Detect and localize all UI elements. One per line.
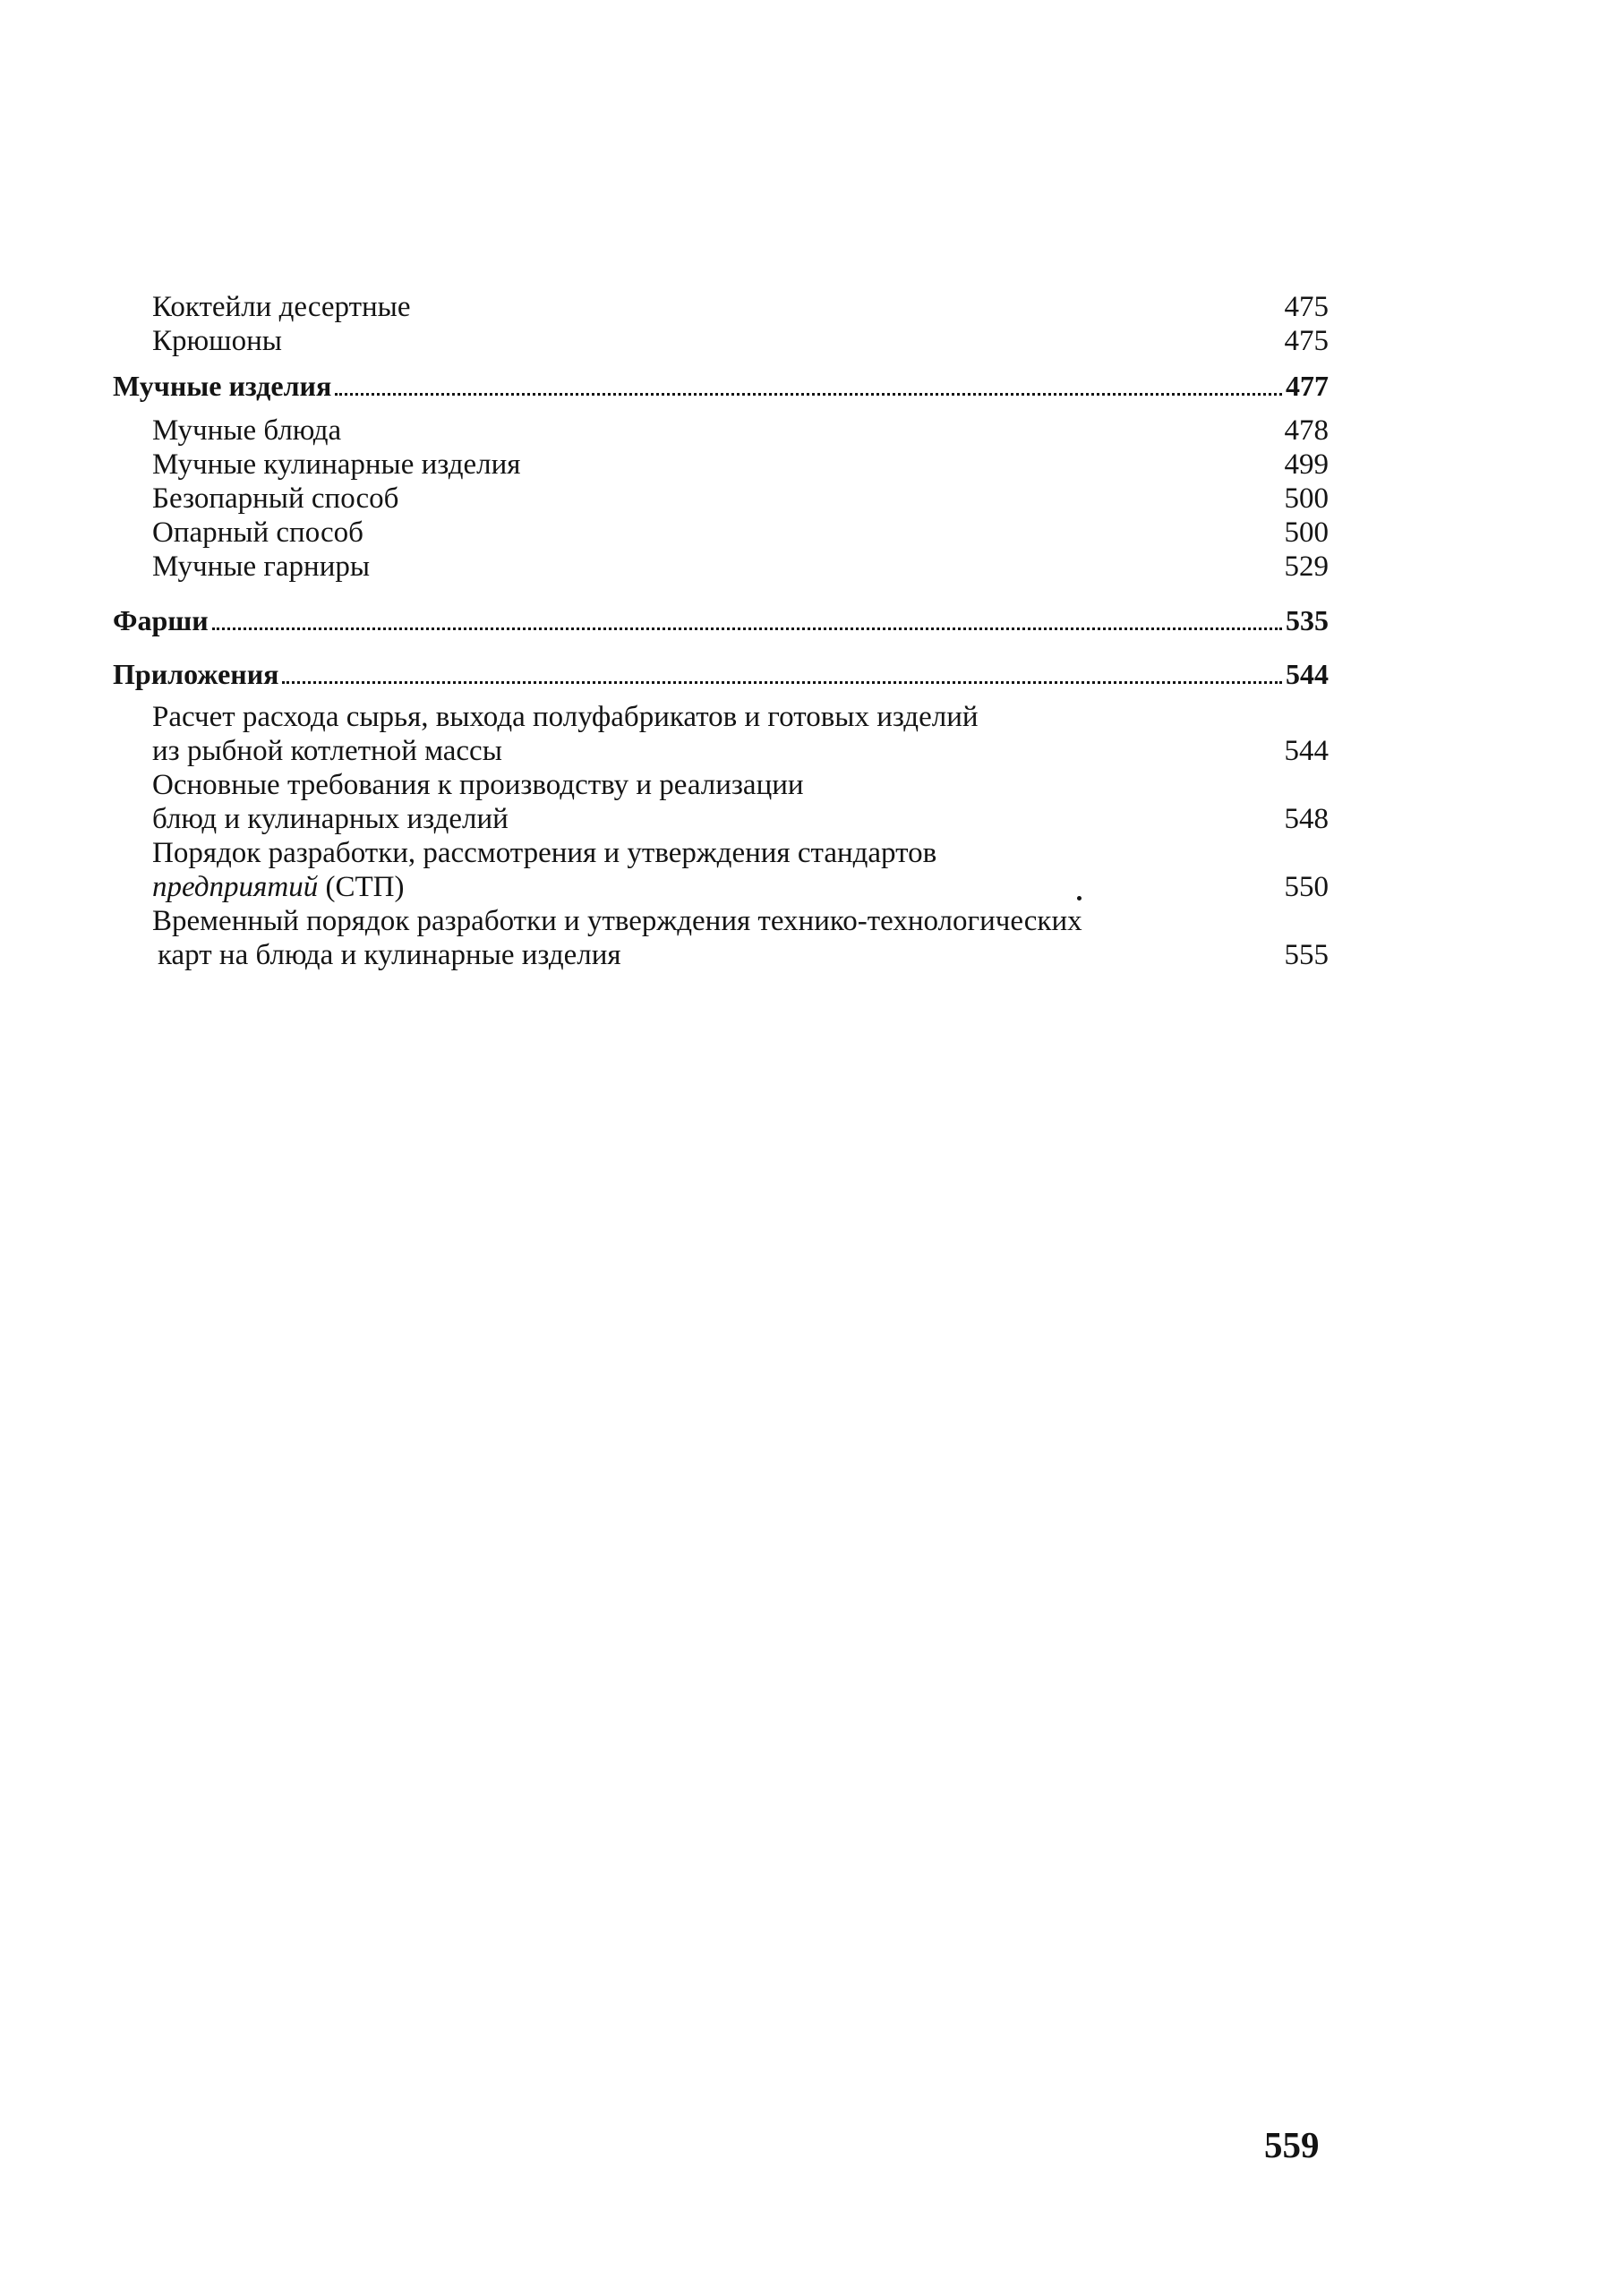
- toc-entry-title: Опарный способ: [152, 516, 363, 549]
- toc-entry-muchnye-kulinarnye: [113, 448, 1329, 482]
- toc-entry-muchnye-blyuda: [113, 414, 1329, 448]
- dot-leader: [212, 627, 1282, 630]
- toc-entry-page: 544: [1284, 735, 1329, 767]
- toc-section-page: 477: [1286, 370, 1329, 402]
- toc-entry-page: 555: [1284, 939, 1329, 971]
- dot-leader: [335, 393, 1282, 396]
- toc-entry-page: 475: [1284, 325, 1329, 357]
- page-number: 559: [1264, 2124, 1320, 2165]
- toc-section-title: Фарши: [113, 604, 209, 636]
- toc-section-muchnye-izdeliya: [113, 369, 1329, 403]
- toc-entry-title-rest: (СТП): [318, 871, 405, 903]
- toc-section-title: Приложения: [113, 658, 279, 690]
- toc-entry-page: 500: [1284, 516, 1329, 549]
- toc-section-page: 535: [1286, 604, 1329, 636]
- toc-entry-title-line1: Порядок разработки, рассмотрения и утверждения стандартов: [152, 837, 937, 869]
- toc-entry-raschet-raskhoda: [113, 700, 1329, 768]
- toc-section-page: 544: [1286, 658, 1329, 690]
- toc-entry-vremenny-poryadok: [113, 904, 1329, 972]
- toc-section-prilozheniya: [113, 657, 1329, 691]
- dot-leader: [282, 681, 1282, 684]
- toc-entry-title-line1: Расчет расхода сырья, выхода полуфабрикатов и готовых изделий: [152, 701, 979, 733]
- toc-entry-osnovnye-trebovaniya: [113, 768, 1329, 836]
- toc-entry-poryadok-razrabotki: [113, 836, 1329, 904]
- print-speck: [1077, 896, 1082, 900]
- toc-entry-title-line2: из рыбной котлетной массы: [152, 735, 502, 767]
- toc-entry-title-italic: предприятий: [152, 871, 319, 903]
- toc-section-title: Мучные изделия: [113, 370, 332, 402]
- toc-entry-title: Мучные гарниры: [152, 551, 371, 583]
- toc-entry-page: 475: [1284, 291, 1329, 323]
- toc-entry-title-line1: Основные требования к производству и реализации: [152, 769, 804, 801]
- toc-entry-title-line2: блюд и кулинарных изделий: [152, 803, 509, 835]
- toc-entry-muchnye-garniry: [113, 550, 1329, 584]
- toc-section-farshi: [113, 603, 1329, 637]
- toc-entry-oparny: [113, 516, 1329, 550]
- toc-entry-page: 550: [1284, 871, 1329, 903]
- toc-entry-title: Мучные блюда: [152, 414, 342, 447]
- toc-entry-page: 478: [1284, 414, 1329, 447]
- toc-entry-title: Коктейли десертные: [152, 291, 411, 323]
- toc-entry-page: 529: [1284, 551, 1329, 583]
- toc-entry-page: 499: [1284, 448, 1329, 481]
- toc-entry-bezoparny: [113, 482, 1329, 516]
- toc-entry-title: Безопарный способ: [152, 482, 399, 515]
- toc-entry-title: Крюшоны: [152, 325, 282, 357]
- toc-entry-title-line2: [152, 870, 1329, 904]
- toc-entry-title-line2: карт на блюда и кулинарные изделия: [158, 939, 621, 971]
- toc-entry-kryushony: [113, 324, 1329, 358]
- toc-entry-title-line1: Временный порядок разработки и утверждения технико-технологических: [152, 905, 1082, 937]
- toc-entry-title: Мучные кулинарные изделия: [152, 448, 521, 481]
- toc-entry-page: 500: [1284, 482, 1329, 515]
- toc-entry-page: 548: [1284, 803, 1329, 835]
- toc-entry-kokteyli: [113, 290, 1329, 324]
- table-of-contents: [113, 290, 1329, 972]
